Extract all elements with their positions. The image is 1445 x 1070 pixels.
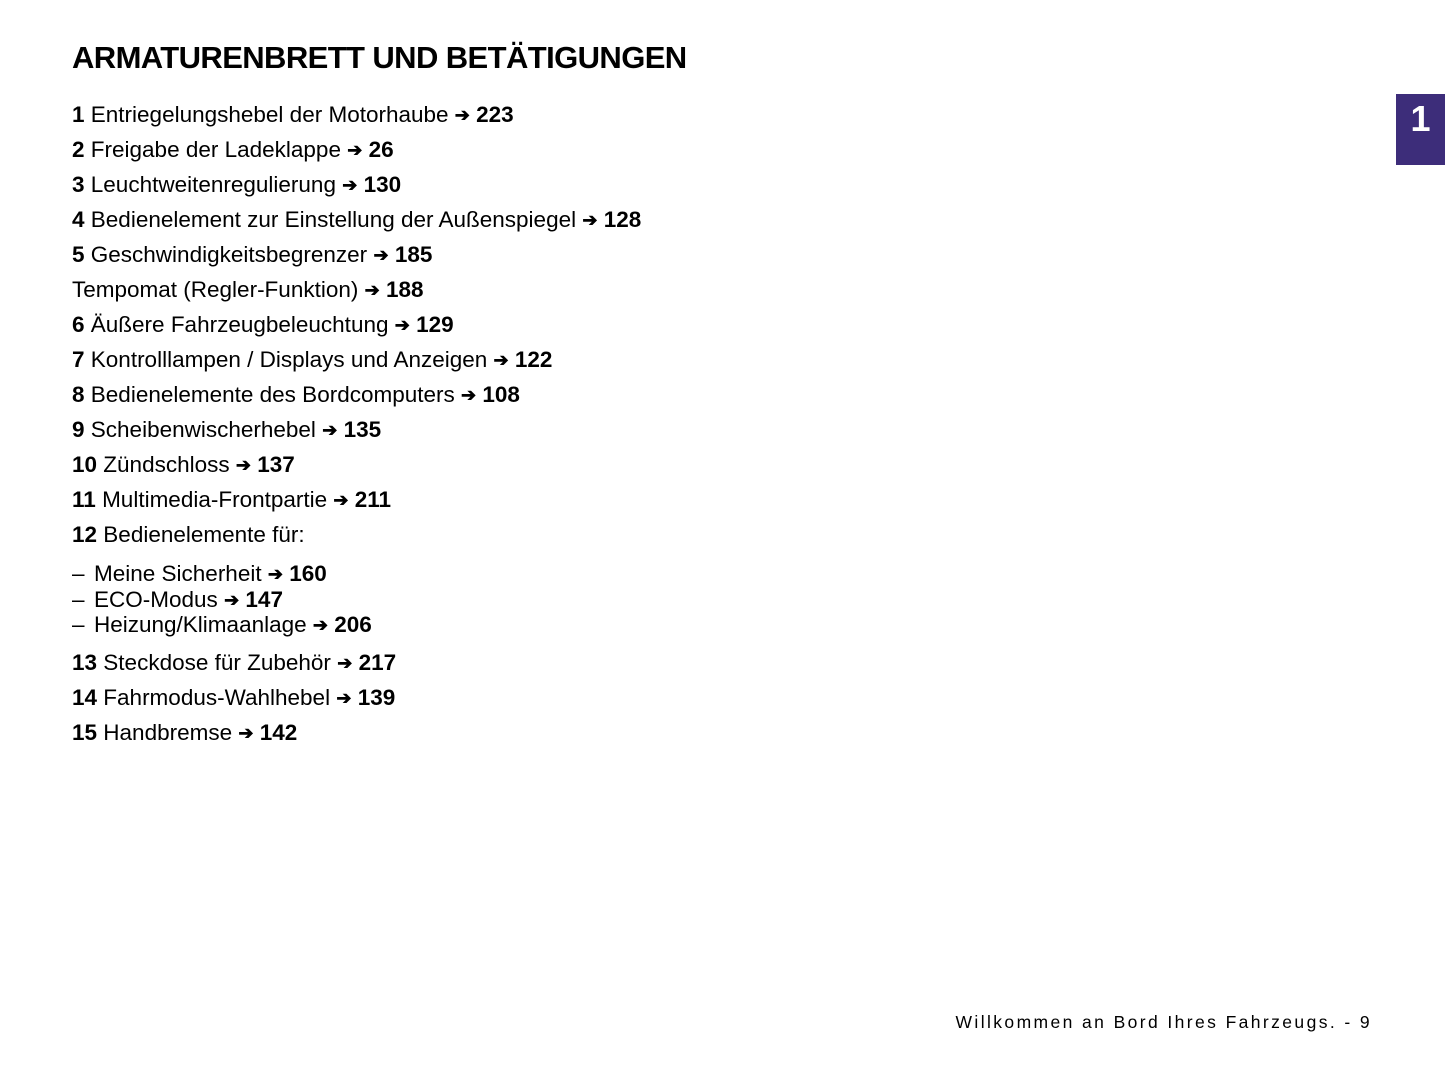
- item-text: Multimedia-Frontpartie: [102, 487, 328, 512]
- arrow-right-icon: ➔: [312, 615, 328, 635]
- arrow-right-icon: ➔: [333, 490, 349, 510]
- sub-list-item: [72, 612, 641, 638]
- item-text: Geschwindigkeitsbegrenzer: [90, 242, 368, 267]
- item-text: Bedienelemente für:: [103, 522, 305, 547]
- page-reference[interactable]: 122: [514, 347, 553, 372]
- item-number: 8: [72, 382, 85, 407]
- page-reference[interactable]: 147: [245, 586, 283, 612]
- page-reference[interactable]: 217: [358, 649, 397, 675]
- item-number: 7: [72, 347, 85, 372]
- page-title: ARMATURENBRETT UND BETÄTIGUNGEN: [72, 40, 687, 75]
- page-reference[interactable]: 139: [357, 684, 396, 710]
- item-text: Äußere Fahrzeugbeleuchtung: [90, 312, 389, 337]
- arrow-right-icon: ➔: [342, 175, 358, 195]
- item-text: Leuchtweitenregulierung: [90, 172, 336, 197]
- item-text: Bedienelemente des Bordcomputers: [90, 382, 455, 407]
- item-text: Meine Sicherheit: [94, 561, 262, 586]
- list-item: [72, 412, 641, 447]
- page-reference[interactable]: 223: [476, 102, 514, 127]
- items-main: [72, 97, 641, 552]
- item-text: Tempomat (Regler-Funktion): [72, 277, 359, 302]
- page-reference[interactable]: 128: [603, 207, 642, 232]
- list-item: [72, 517, 641, 552]
- page-reference[interactable]: 129: [416, 312, 454, 337]
- arrow-right-icon: ➔: [364, 280, 380, 300]
- page-reference[interactable]: 160: [289, 561, 327, 586]
- item-text: Zündschloss: [103, 452, 230, 477]
- list-item: [72, 377, 641, 412]
- item-text: Scheibenwischerhebel: [90, 417, 316, 442]
- item-text: Heizung/Klimaanlage: [94, 612, 307, 637]
- arrow-right-icon: ➔: [238, 722, 254, 743]
- item-number: 6: [72, 312, 85, 337]
- item-number: 5: [72, 242, 85, 267]
- item-number: 2: [72, 137, 85, 162]
- arrow-right-icon: ➔: [582, 210, 598, 230]
- item-number: 10: [72, 452, 98, 477]
- item-text: Entriegelungshebel der Motorhaube: [90, 102, 449, 127]
- item-number: 4: [72, 207, 85, 232]
- items-after: [72, 645, 641, 750]
- list-item: [72, 715, 641, 750]
- list-item: [72, 167, 641, 202]
- item-text: ECO-Modus: [94, 586, 218, 612]
- arrow-right-icon: ➔: [394, 315, 410, 335]
- list-item: [72, 342, 641, 377]
- page-reference[interactable]: 211: [354, 487, 392, 512]
- item-text: Fahrmodus-Wahlhebel: [103, 684, 331, 710]
- item-text: Freigabe der Ladeklappe: [90, 137, 341, 162]
- item-text: Bedienelement zur Einstellung der Außenspiegel: [90, 207, 577, 232]
- list-item: [72, 202, 641, 237]
- arrow-right-icon: ➔: [322, 420, 338, 440]
- arrow-right-icon: ➔: [224, 589, 240, 610]
- page-reference[interactable]: 188: [385, 277, 424, 302]
- sub-list-item: [72, 587, 641, 613]
- item-number: 12: [72, 522, 98, 547]
- list-item: [72, 482, 641, 517]
- item-number: 15: [72, 719, 98, 745]
- item-number: 3: [72, 172, 85, 197]
- list-item: [72, 272, 641, 307]
- page-reference[interactable]: 206: [334, 612, 372, 637]
- arrow-right-icon: ➔: [336, 687, 352, 708]
- chapter-tab: 1: [1396, 94, 1445, 165]
- list-item: [72, 132, 641, 167]
- page-reference[interactable]: 185: [394, 242, 433, 267]
- item-number: 1: [72, 102, 85, 127]
- item-number: 14: [72, 684, 98, 710]
- controls-list: [72, 97, 641, 750]
- arrow-right-icon: ➔: [347, 140, 363, 160]
- page-reference[interactable]: 108: [482, 382, 520, 407]
- bullet-dash: –: [72, 561, 85, 586]
- item-text: Handbremse: [103, 719, 233, 745]
- page-reference[interactable]: 26: [368, 137, 394, 162]
- arrow-right-icon: ➔: [373, 245, 389, 265]
- sub-list-item: [72, 561, 641, 587]
- item-text: Kontrolllampen / Displays und Anzeigen: [90, 347, 488, 372]
- page-reference[interactable]: 135: [343, 417, 382, 442]
- bullet-dash: –: [72, 612, 85, 637]
- arrow-right-icon: ➔: [461, 385, 477, 405]
- list-item: [72, 307, 641, 342]
- list-item: [72, 237, 641, 272]
- list-item: [72, 645, 641, 680]
- arrow-right-icon: ➔: [267, 564, 283, 584]
- list-item: [72, 447, 641, 482]
- page-reference[interactable]: 130: [363, 172, 402, 197]
- item-number: 13: [72, 649, 98, 675]
- page-reference[interactable]: 142: [259, 719, 298, 745]
- item-text: Steckdose für Zubehör: [103, 649, 331, 675]
- page-reference[interactable]: 137: [257, 452, 295, 477]
- item-number: 9: [72, 417, 85, 442]
- arrow-right-icon: ➔: [235, 455, 251, 475]
- arrow-right-icon: ➔: [337, 652, 353, 673]
- bullet-dash: –: [72, 586, 85, 612]
- item-number: 11: [72, 487, 96, 512]
- arrow-right-icon: ➔: [454, 105, 470, 125]
- list-item: [72, 680, 641, 715]
- sub-items: [72, 561, 641, 638]
- arrow-right-icon: ➔: [493, 350, 509, 370]
- page-footer: Willkommen an Bord Ihres Fahrzeugs. - 9: [955, 1012, 1372, 1032]
- list-item: [72, 97, 641, 132]
